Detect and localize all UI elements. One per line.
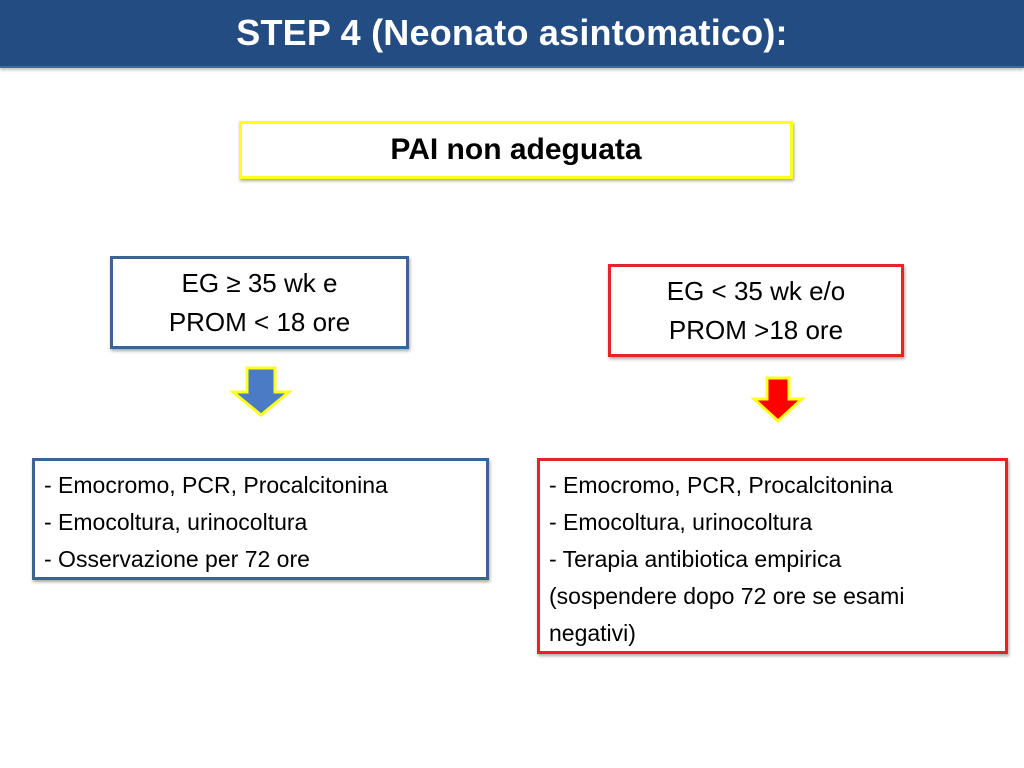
condition-left-line2: PROM < 18 ore	[168, 306, 351, 337]
condition-box-left	[110, 256, 409, 349]
header-label: PAI non adeguata	[390, 133, 642, 166]
action-right-item: - Emocoltura, urinocoltura	[549, 509, 813, 535]
condition-right-line1: EG < 35 wk e/o	[666, 275, 846, 306]
condition-box-right	[608, 264, 904, 357]
action-right-item: - Emocromo, PCR, Procalcitonina	[549, 472, 893, 498]
title-bar	[0, 0, 1024, 68]
action-left-item: - Emocoltura, urinocoltura	[44, 509, 308, 535]
condition-left-line1: EG ≥ 35 wk e	[181, 267, 338, 298]
condition-right-line2: PROM >18 ore	[668, 314, 844, 345]
action-right-item: - Terapia antibiotica empirica	[549, 546, 842, 572]
action-left-item: - Osservazione per 72 ore	[44, 546, 310, 572]
action-box-left	[32, 458, 489, 580]
action-box-right	[537, 458, 1008, 654]
down-arrow-icon-right	[751, 376, 805, 424]
action-left-item: - Emocromo, PCR, Procalcitonina	[44, 472, 388, 498]
down-arrow-icon-left	[229, 366, 293, 418]
action-right-item: (sospendere dopo 72 ore se esami	[549, 583, 905, 609]
slide-title: STEP 4 (Neonato asintomatico):	[236, 12, 788, 53]
action-right-item: negativi)	[549, 620, 636, 646]
header-box	[239, 121, 793, 179]
